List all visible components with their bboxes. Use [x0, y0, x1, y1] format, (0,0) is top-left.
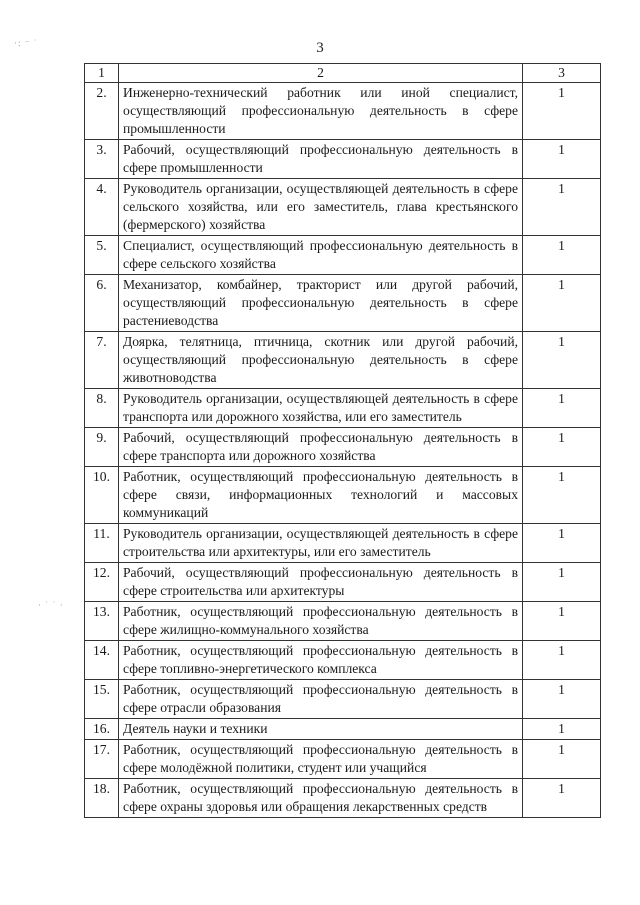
row-number: 14. — [85, 641, 119, 680]
row-count: 1 — [523, 467, 601, 524]
row-description: Рабочий, осуществляющий профессиональную деятельность в сфере строительства или архитектуры — [119, 563, 523, 602]
row-description: Работник, осуществляющий профессиональную деятельность в сфере отрасли образования — [119, 680, 523, 719]
table-row — [85, 275, 601, 332]
row-number: 10. — [85, 467, 119, 524]
row-description: Работник, осуществляющий профессиональную деятельность в сфере жилищно-коммунального хозяйства — [119, 602, 523, 641]
positions-table — [84, 63, 601, 818]
row-count: 1 — [523, 779, 601, 818]
table-row — [85, 740, 601, 779]
row-description: Специалист, осуществляющий профессиональную деятельность в сфере сельского хозяйства — [119, 236, 523, 275]
row-count: 1 — [523, 641, 601, 680]
scan-artifact-left: · ˙ ˙ · — [38, 600, 64, 610]
table-row — [85, 602, 601, 641]
table-row — [85, 563, 601, 602]
row-count: 1 — [523, 719, 601, 740]
row-count: 1 — [523, 563, 601, 602]
row-description: Работник, осуществляющий профессиональную деятельность в сфере молодёжной политики, студент или учащийся — [119, 740, 523, 779]
row-number: 15. — [85, 680, 119, 719]
row-description: Инженерно-технический работник или иной специалист, осуществляющий профессиональную деятельность в сфере промышленности — [119, 83, 523, 140]
table-row — [85, 779, 601, 818]
table-row — [85, 179, 601, 236]
table-row — [85, 140, 601, 179]
row-description: Рабочий, осуществляющий профессиональную деятельность в сфере промышленности — [119, 140, 523, 179]
table-row — [85, 524, 601, 563]
column-header: 2 — [119, 64, 523, 83]
page-number: 3 — [316, 40, 324, 56]
row-number: 7. — [85, 332, 119, 389]
row-number: 13. — [85, 602, 119, 641]
table-row — [85, 641, 601, 680]
row-number: 5. — [85, 236, 119, 275]
column-header: 1 — [85, 64, 119, 83]
table-row — [85, 389, 601, 428]
row-count: 1 — [523, 332, 601, 389]
table-row — [85, 719, 601, 740]
row-count: 1 — [523, 389, 601, 428]
table-row — [85, 83, 601, 140]
scan-artifact-top: ·: ⁻ ˙ — [14, 38, 38, 48]
table-header-row — [85, 64, 601, 83]
row-number: 6. — [85, 275, 119, 332]
row-description: Работник, осуществляющий профессиональную деятельность в сфере связи, информационных технологий и массовых коммуникаций — [119, 467, 523, 524]
row-count: 1 — [523, 680, 601, 719]
row-number: 4. — [85, 179, 119, 236]
table-row — [85, 467, 601, 524]
row-number: 12. — [85, 563, 119, 602]
row-count: 1 — [523, 740, 601, 779]
row-count: 1 — [523, 602, 601, 641]
row-number: 3. — [85, 140, 119, 179]
row-description: Руководитель организации, осуществляющей деятельность в сфере строительства или архитектуры, или его заместитель — [119, 524, 523, 563]
column-header: 3 — [523, 64, 601, 83]
row-number: 8. — [85, 389, 119, 428]
row-count: 1 — [523, 179, 601, 236]
row-description: Руководитель организации, осуществляющей деятельность в сфере сельского хозяйства, или его заместитель, глава крестьянского (фермерского) хозяйства — [119, 179, 523, 236]
row-description: Работник, осуществляющий профессиональную деятельность в сфере топливно-энергетического комплекса — [119, 641, 523, 680]
table-row — [85, 680, 601, 719]
row-description: Деятель науки и техники — [119, 719, 523, 740]
row-count: 1 — [523, 236, 601, 275]
row-number: 18. — [85, 779, 119, 818]
row-number: 2. — [85, 83, 119, 140]
row-number: 16. — [85, 719, 119, 740]
table-row — [85, 236, 601, 275]
row-count: 1 — [523, 140, 601, 179]
row-description: Рабочий, осуществляющий профессиональную деятельность в сфере транспорта или дорожного хозяйства — [119, 428, 523, 467]
row-count: 1 — [523, 83, 601, 140]
row-count: 1 — [523, 428, 601, 467]
row-number: 9. — [85, 428, 119, 467]
row-description: Руководитель организации, осуществляющей деятельность в сфере транспорта или дорожного хозяйства, или его заместитель — [119, 389, 523, 428]
row-count: 1 — [523, 275, 601, 332]
table-row — [85, 332, 601, 389]
row-count: 1 — [523, 524, 601, 563]
row-description: Доярка, телятница, птичница, скотник или другой рабочий, осуществляющий профессиональную деятельность в сфере животноводства — [119, 332, 523, 389]
row-description: Механизатор, комбайнер, тракторист или другой рабочий, осуществляющий профессиональную деятельность в сфере растениеводства — [119, 275, 523, 332]
row-number: 11. — [85, 524, 119, 563]
row-number: 17. — [85, 740, 119, 779]
table-row — [85, 428, 601, 467]
row-description: Работник, осуществляющий профессиональную деятельность в сфере охраны здоровья или обращения лекарственных средств — [119, 779, 523, 818]
